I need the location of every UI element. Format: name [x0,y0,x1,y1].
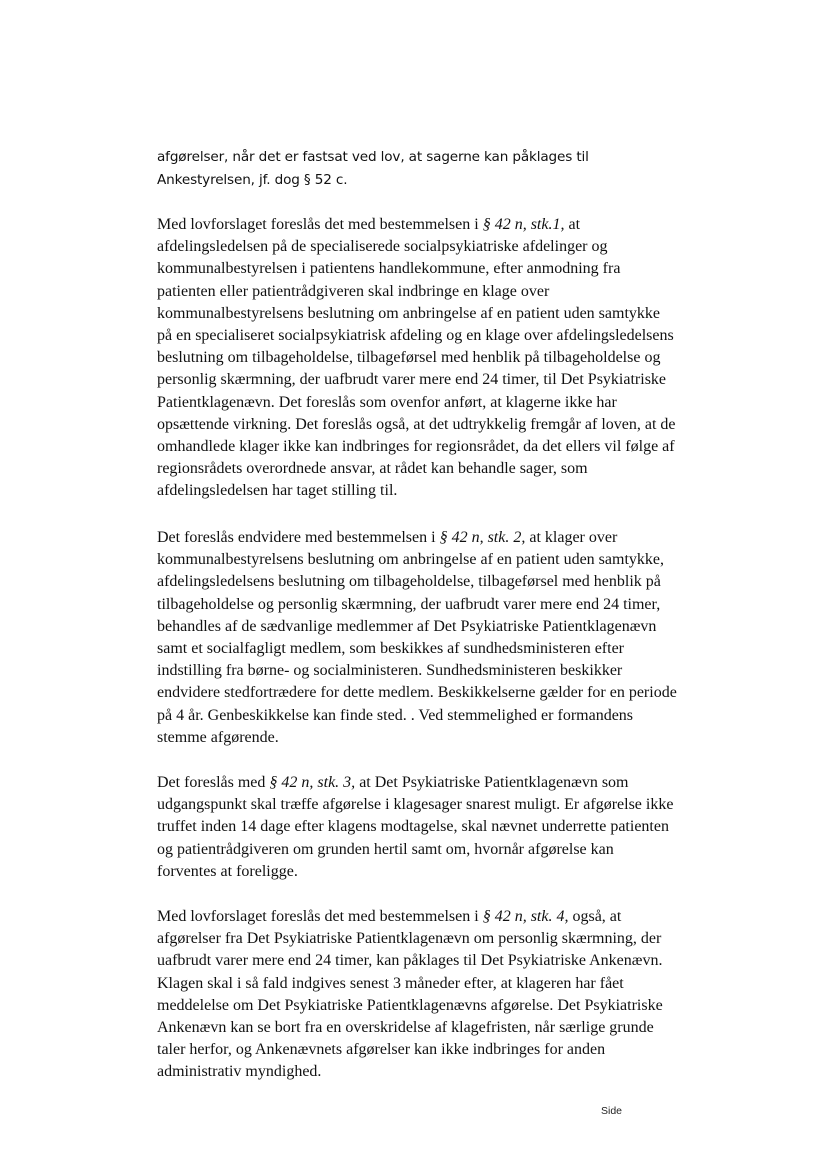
paragraph-42n-stk4 [157,906,677,1084]
paragraph-text [157,772,677,883]
paragraph-42n-stk1 [157,214,677,503]
paragraph-text [157,214,677,503]
section-reference: § 42 n, stk.1, [482,216,565,233]
paragraph-text-body: at Det Psykiatriske Patientklagenævn som udgangspunkt skal træffe afgørelse i klagesager snarest muligt. Er afgørelse ikke truffet inden 14 dage efter klagens modtagelse, skal nævnet underrette patienten og patientrådgiveren om grunden hertil samt om, hvornår afgørelse kan forventes at foreligge. [157,774,674,880]
section-reference: § 42 n, stk. 4, [482,908,569,925]
paragraph-text-lead: Det foreslås med [157,774,270,791]
paragraph-text-body: også, at afgørelser fra Det Psykiatriske Patientklagenævn om personlig skærmning, der uafbrudt varer mere end 24 timer, kan påklages til Det Psykiatriske Ankenævn. Klagen skal i så fald indgives senest 3 måneder efter, at klageren har fået meddelelse om Det Psykiatriske Patientklagenævns afgørelse. Det Psykiatriske Ankenævn kan se bort fra en overskridelse af klagefristen, når særlige grunde taler herfor, og Ankenævnets afgørelser kan ikke indbringes for anden administrativ myndighed. [157,908,663,1081]
paragraph-42n-stk2 [157,527,677,749]
paragraph-text-lead: Det foreslås endvidere med bestemmelsen i [157,529,440,546]
intro-text: afgørelser, når det er fastsat ved lov, at sagerne kan påklages til Ankestyrelsen, jf. dog § 52 c. [157,149,589,188]
section-reference: § 42 n, stk. 3, [269,774,356,791]
paragraph-text-body: at afdelingsledelsen på de specialiserede socialpsykiatriske afdelinger og kommunalbestyrelsen i patientens handlekommune, efter anmodning fra patienten eller patientrådgiveren skal indbringe en klage over kommunalbestyrelsens beslutning om anbringelse af en patient uden samtykke på en specialiseret socialpsykiatrisk afdeling og en klage over afdelingsledelsens beslutning om tilbageholdelse, tilbageførsel med henblik på tilbageholdelse og personlig skærmning, der uafbrudt varer mere end 24 timer, til Det Psykiatriske Patientklagenævn. Det foreslås som ovenfor anført, at klagerne ikke har opsættende virkning. Det foreslås også, at det udtrykkelig fremgår af loven, at de omhandlede klager ikke kan indbringes for regionsrådet, da det ellers vil følge af regionsrådets overordnede ansvar, at rådet kan behandle sager, som afdelingsledelsen har taget stilling til. [157,216,676,500]
page-footer-label: Side [601,1105,623,1117]
section-reference: § 42 n, stk. 2, [439,529,526,546]
paragraph-text [157,527,677,749]
paragraph-text-lead: Med lovforslaget foreslås det med bestemmelsen i [157,908,483,925]
paragraph-text [157,906,677,1084]
paragraph-text-lead: Med lovforslaget foreslås det med bestemmelsen i [157,216,483,233]
paragraph-42n-stk3 [157,772,677,883]
paragraph-text-body: at klager over kommunalbestyrelsens beslutning om anbringelse af en patient uden samtykke, afdelingsledelsens beslutning om tilbageholdelse, tilbageførsel med henblik på tilbageholdelse og personlig skærmning, der uafbrudt varer mere end 24 timer, behandles af de sædvanlige medlemmer af Det Psykiatriske Patientklagenævn samt et socialfagligt medlem, som beskikkes af sundhedsministeren efter indstilling fra børne- og socialministeren. Sundhedsministeren beskikker endvidere stedfortrædere for dette medlem. Beskikkelserne gælder for en periode på 4 år. Genbeskikkelse kan finde sted. . Ved stemmelighed er formandens stemme afgørende. [157,529,677,746]
